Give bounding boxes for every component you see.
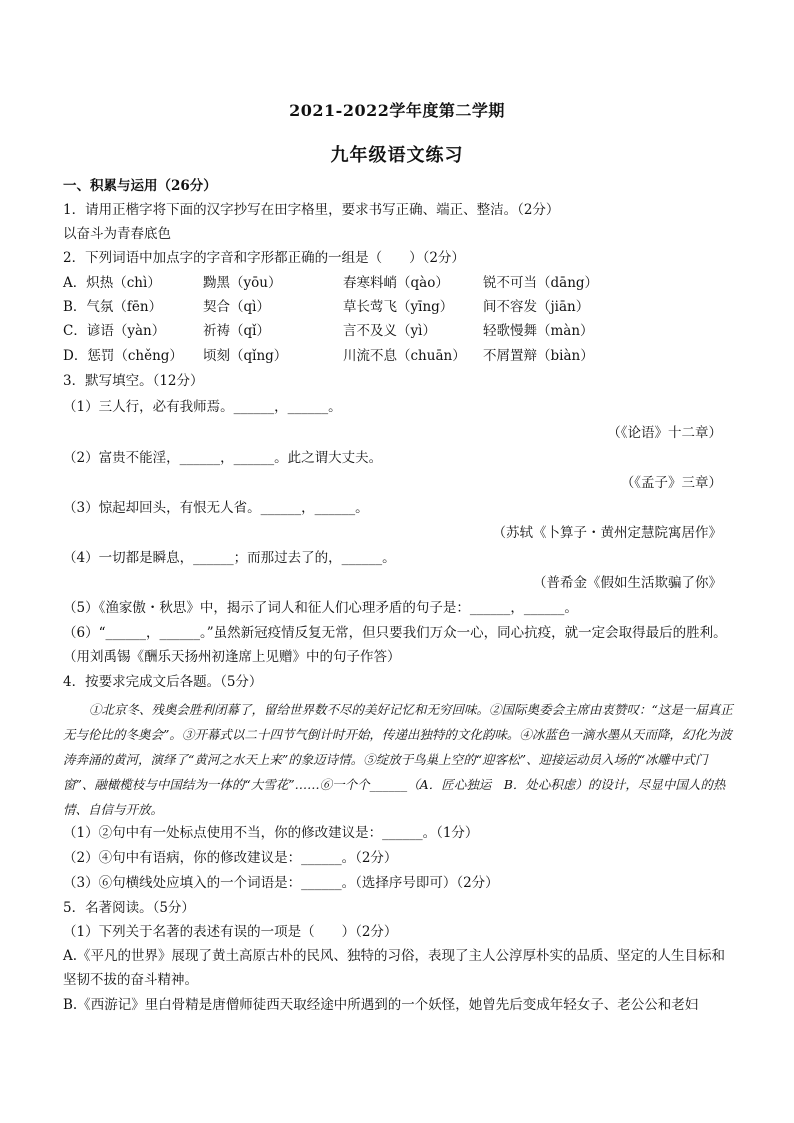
q3-item: （1）三人行，必有我师焉。______，______。 <box>63 399 342 415</box>
q2-option-cell: 黝黑（yōu） <box>203 275 282 291</box>
q3-source: （《孟子》三章） <box>620 475 722 491</box>
q2-option-cell: 轻歌慢舞（màn） <box>483 323 594 339</box>
q2-option-cell: 草长莺飞（yīng） <box>343 299 454 315</box>
q2-option-cell: 锐不可当（dāng） <box>483 275 599 291</box>
q2-option-cell: 不屑置辩（biàn） <box>483 348 594 364</box>
q4-text: 4．按要求完成文后各题。（5分） <box>63 674 263 690</box>
q3-item: （2）富贵不能淫，______，______。此之谓大丈夫。 <box>63 450 383 466</box>
q3-source: （苏轼《卜算子・黄州定慧院寓居作》 <box>492 525 722 541</box>
q2-option-cell: B．气氛（fēn） <box>63 299 163 315</box>
q5-sub: （1）下列关于名著的表述有误的一项是（ ）（2分） <box>63 924 398 940</box>
q3-source: （《论语》十二章） <box>607 425 722 441</box>
q2-option-cell: C．谚语（yàn） <box>63 323 166 339</box>
exam-term-title: 2021-2022学年度第二学期 <box>289 101 505 120</box>
q2-option-cell: 言不及义（yì） <box>343 323 436 339</box>
section-heading: 一、积累与运用（26分） <box>63 178 217 194</box>
q2-option-cell: 间不容发（jiān） <box>483 299 590 315</box>
q3-source: （普希金《假如生活欺骗了你》 <box>533 575 722 591</box>
q1-sentence: 以奋斗为青春底色 <box>63 226 171 242</box>
q4-sub: （2）④句中有语病，你的修改建议是：______。（2分） <box>63 850 398 866</box>
q3-item: （6）“______，______。”虽然新冠疫情反复无常，但只要我们万众一心，同心抗疫，就一定会取得最后的胜利。（用刘禹锡《酬乐天扬州初逢席上见赠》中的句子作答） <box>63 625 727 665</box>
q1-text: 1．请用正楷字将下面的汉字抄写在田字格里，要求书写正确、端正、整洁。（2分） <box>63 202 560 218</box>
q4-passage-text: ①北京冬、残奥会胜利闭幕了，留给世界数不尽的美好记忆和无穷回味。②国际奥委会主席由衷赞叹：“这是一届真正无与伦比的冬奥会”。③开幕式以二十四节气倒计时开始，传递出独特的文化韵味。④冰蓝色一滴水墨从天而降，幻化为波涛奔涌的黄河，演绎了“黄河之水天上来”的象迈诗情。⑤绽放于鸟巢上空的“迎客松”、迎接运动员入场的“冰雕中式门窗”、融橄榄枝与中国结为一体的“大雪花”……⑥一个个______（A．匠心独运 B．处心积虑）的设计，尽显中国人的热情、自信与开放。 <box>63 702 733 817</box>
q3-item: （3）惊起却回头，有恨无人省。______，______。 <box>63 500 369 516</box>
q2-option-cell: A．炽热（chì） <box>63 275 161 291</box>
q2-option-cell: D．惩罚（chěng） <box>63 348 183 364</box>
q2-option-cell: 祈祷（qǐ） <box>203 323 270 339</box>
q2-option-cell: 春寒料峭（qào） <box>343 275 449 291</box>
q4-sub: （1）②句中有一处标点使用不当，你的修改建议是：______。（1分） <box>63 825 479 841</box>
exam-subject-title: 九年级语文练习 <box>330 145 464 166</box>
q5-option-b: B.《西游记》里白骨精是唐僧师徒西天取经途中所遇到的一个妖怪，她曾先后变成年轻女子、老公公和老妇 <box>63 997 699 1013</box>
q5-text: 5．名著阅读。（5分） <box>63 900 195 916</box>
q3-item: （4）一切都是瞬息，______；而那过去了的，______。 <box>63 550 396 566</box>
q2-option-cell: 川流不息（chuān） <box>343 348 466 364</box>
q4-passage <box>63 697 735 822</box>
q4-sub: （3）⑥句横线处应填入的一个词语是：______。（选择序号即可）（2分） <box>63 875 499 891</box>
q2-text: 2．下列词语中加点字的字音和字形都正确的一组是（ ）（2分） <box>63 250 465 266</box>
q2-option-cell: 顷刻（qǐng） <box>203 348 288 364</box>
q3-item: （5）《渔家傲・秋思》中，揭示了词人和征人们心理矛盾的句子是：______，______。 <box>63 600 578 616</box>
q3-text: 3．默写填空。（12分） <box>63 373 204 389</box>
q2-option-cell: 契合（qì） <box>203 299 270 315</box>
q5-option-a: A.《平凡的世界》展现了黄土高原古朴的民风、独特的习俗，表现了主人公淳厚朴实的品质、坚定的人生目标和坚韧不拔的奋斗精神。 <box>63 948 726 988</box>
